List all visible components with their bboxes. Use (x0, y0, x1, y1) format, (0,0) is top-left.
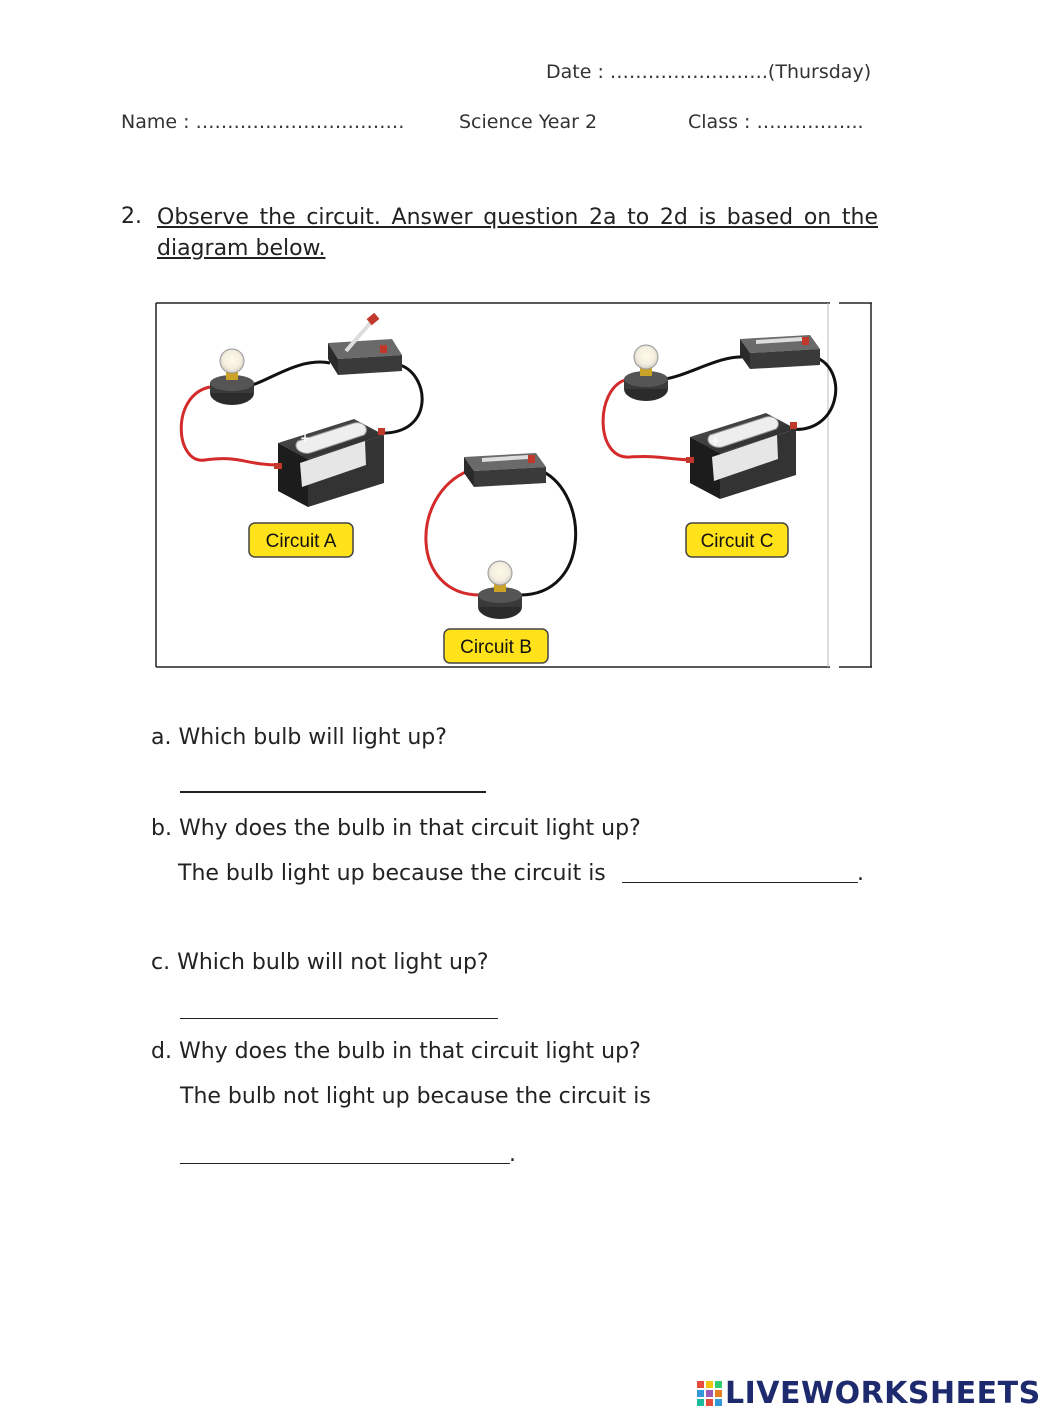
circuit-a-bulb (210, 349, 254, 405)
svg-text:+: + (710, 434, 721, 448)
svg-text:+: + (300, 431, 311, 445)
circuit-b-label: Circuit B (460, 637, 532, 658)
circuit-a-label: Circuit A (265, 531, 337, 552)
circuit-c-black-wire-right (790, 357, 836, 429)
subject-label: Science Year 2 (459, 111, 598, 133)
answer-d-prefix: The bulb not light up because the circuit is (180, 1084, 651, 1109)
circuit-c-battery (686, 413, 797, 499)
answer-b-prefix: The bulb light up because the circuit is (178, 861, 606, 886)
question-a-prompt: a. Which bulb will light up? (151, 725, 447, 750)
circuit-c (603, 335, 836, 557)
liveworksheets-logo (697, 1376, 1041, 1411)
answer-c-input[interactable] (180, 1018, 498, 1019)
answer-b-period: . (857, 861, 864, 886)
circuit-a-tag (249, 523, 353, 557)
circuit-c-bulb (624, 345, 668, 401)
circuit-c-label: Circuit C (700, 531, 774, 552)
class-field: Class : …………….. (688, 111, 864, 133)
question-title-line1: Observe the circuit. Answer question 2a to 2d is based on the (157, 205, 878, 230)
circuit-c-black-wire-top (665, 357, 745, 379)
question-d-prompt: d. Why does the bulb in that circuit light up? (151, 1039, 641, 1064)
circuit-a-battery (274, 419, 385, 507)
circuit-b (426, 453, 576, 663)
name-field: Name : …………………………… (121, 111, 405, 133)
answer-a-input[interactable] (180, 791, 486, 793)
circuit-b-bulb (478, 561, 522, 619)
circuit-a-switch (328, 313, 402, 375)
answer-d-period: . (509, 1142, 516, 1167)
circuit-c-tag (686, 523, 788, 557)
question-c-prompt: c. Which bulb will not light up? (151, 950, 489, 975)
liveworksheets-logo-text: LIVEWORKSHEETS (725, 1376, 1041, 1411)
circuit-b-switch (464, 453, 546, 487)
answer-b-input[interactable] (622, 882, 858, 883)
question-title-line2: diagram below. (157, 236, 326, 261)
circuit-diagram (150, 295, 880, 675)
circuit-a-black-wire-right (380, 365, 422, 433)
question-number: 2. (121, 204, 142, 229)
circuit-a (181, 313, 422, 557)
circuit-b-black-wire (520, 471, 576, 595)
answer-d-input[interactable] (180, 1163, 510, 1164)
question-b-prompt: b. Why does the bulb in that circuit light up? (151, 816, 641, 841)
liveworksheets-logo-icon (697, 1381, 723, 1407)
date-field: Date : …………………….(Thursday) (546, 61, 872, 83)
circuit-b-red-wire (426, 471, 480, 595)
circuit-b-tag (444, 629, 548, 663)
circuit-c-switch (740, 335, 820, 369)
circuit-a-black-wire-top (252, 362, 330, 385)
